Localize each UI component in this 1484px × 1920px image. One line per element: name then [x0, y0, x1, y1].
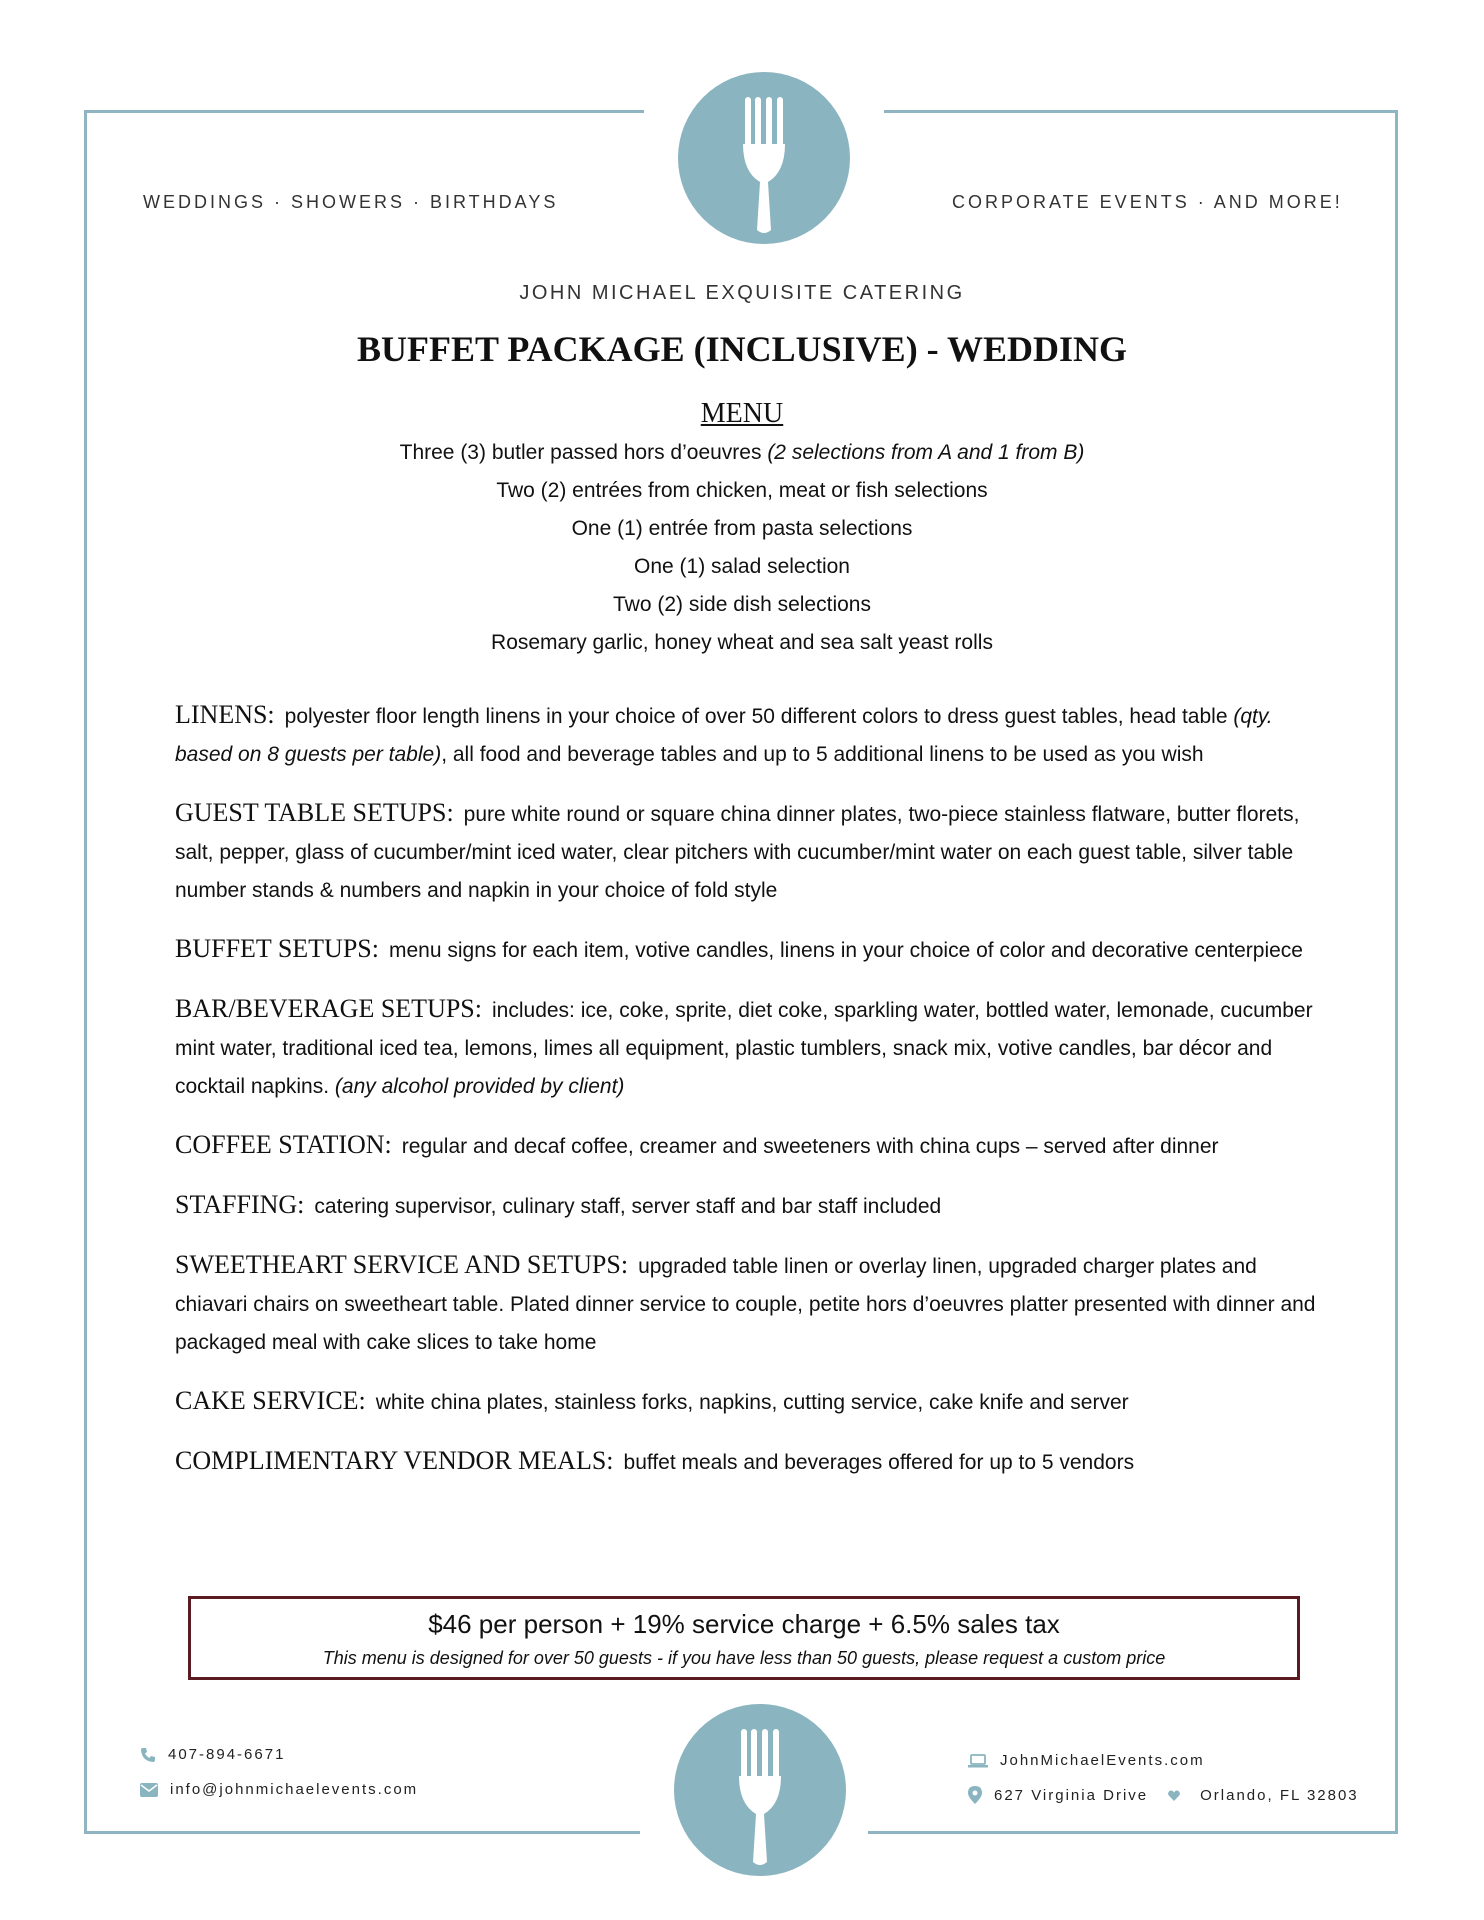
- price-box: [188, 1596, 1300, 1680]
- section-heading: BUFFET SETUPS:: [175, 934, 379, 963]
- phone-icon: [140, 1747, 156, 1763]
- section-guest-table: GUEST TABLE SETUPS: pure white round or square china dinner plates, two-piece stainless flatware, butter florets, salt, pepper, glass of cucumber/mint iced water, clear pitchers with cucumber/mint water on each guest table, silver table number stands & numbers and napkin in your choice of fold style: [175, 798, 1300, 902]
- section-heading: LINENS:: [175, 700, 275, 729]
- frame-bottom-right: [868, 1831, 1398, 1834]
- price-note: This menu is designed for over 50 guests - if you have less than 50 guests, please request a custom price: [322, 1648, 1166, 1668]
- section-linens: LINENS: polyester floor length linens in your choice of over 50 different colors to dress guest tables, head table (qty. based on 8 guests per table), all food and beverage tables and up to 5 additional linens to be used as you wish: [175, 700, 1273, 766]
- frame-top-right: [884, 110, 1398, 113]
- page-title: BUFFET PACKAGE (INCLUSIVE) - WEDDING: [356, 329, 1128, 369]
- laptop-icon: [968, 1754, 988, 1768]
- package-details: [175, 696, 1325, 1502]
- contact-website: JohnMichaelEvents.com: [968, 1752, 1205, 1769]
- envelope-icon: [140, 1783, 158, 1797]
- section-heading: COMPLIMENTARY VENDOR MEALS:: [175, 1446, 614, 1475]
- section-coffee: COFFEE STATION: regular and decaf coffee, creamer and sweeteners with china cups – served after dinner: [175, 1130, 1219, 1159]
- menu-item: Three (3) butler passed hors d’oeuvres (2 selections from A and 1 from B): [399, 441, 1085, 464]
- section-heading: COFFEE STATION:: [175, 1130, 392, 1159]
- fork-icon: [674, 1704, 846, 1876]
- menu-item-note: (2 selections from A and 1 from B): [767, 441, 1085, 464]
- contact-address: 627 Virginia Drive Orlando, FL 32803: [968, 1786, 1359, 1804]
- menu-item: One (1) entrée from pasta selections: [571, 517, 913, 540]
- tagline-right: CORPORATE EVENTS · AND MORE!: [952, 192, 1343, 212]
- section-staffing: STAFFING: catering supervisor, culinary staff, server staff and bar staff included: [175, 1190, 942, 1219]
- menu-item: Two (2) side dish selections: [613, 593, 871, 616]
- section-heading: GUEST TABLE SETUPS:: [175, 798, 454, 827]
- menu-list: [0, 434, 1484, 662]
- menu-item: Two (2) entrées from chicken, meat or fish selections: [496, 479, 988, 502]
- section-heading: CAKE SERVICE:: [175, 1386, 366, 1415]
- price-main: $46 per person + 19% service charge + 6.5% sales tax: [428, 1609, 1060, 1639]
- heart-icon: [1168, 1790, 1180, 1801]
- company-name: JOHN MICHAEL EXQUISITE CATERING: [519, 282, 965, 304]
- footer-logo: [674, 1704, 846, 1876]
- tagline-left: WEDDINGS · SHOWERS · BIRTHDAYS: [143, 192, 559, 212]
- section-cake: CAKE SERVICE: white china plates, stainless forks, napkins, cutting service, cake knife and server: [175, 1386, 1129, 1415]
- contact-phone: 407-894-6671: [140, 1746, 285, 1763]
- section-sweetheart: SWEETHEART SERVICE AND SETUPS: upgraded table linen or overlay linen, upgraded charger plates and chiavari chairs on sweetheart table. Plated dinner service to couple, petite hors d’oeuvres platter presented with dinner and packaged meal with cake slices to take home: [175, 1250, 1316, 1354]
- frame-bottom-left: [84, 1831, 640, 1834]
- section-heading: STAFFING:: [175, 1190, 305, 1219]
- section-vendor: COMPLIMENTARY VENDOR MEALS: buffet meals and beverages offered for up to 5 vendors: [175, 1446, 1135, 1475]
- logo: [678, 72, 850, 244]
- contact-email: info@johnmichaelevents.com: [140, 1781, 418, 1798]
- menu-heading: MENU: [700, 398, 784, 429]
- section-heading: BAR/BEVERAGE SETUPS:: [175, 994, 482, 1023]
- menu-item: Rosemary garlic, honey wheat and sea salt yeast rolls: [491, 631, 993, 654]
- section-bar: BAR/BEVERAGE SETUPS: includes: ice, coke, sprite, diet coke, sparkling water, bottled water, lemonade, cucumber mint water, traditional iced tea, lemons, limes all equipment, plastic tumblers, snack mix, votive candles, bar décor and cocktail napkins. (any alcohol provided by client): [175, 994, 1313, 1098]
- menu-item: One (1) salad selection: [634, 555, 850, 578]
- fork-icon: [678, 72, 850, 244]
- section-heading: SWEETHEART SERVICE AND SETUPS:: [175, 1250, 629, 1279]
- frame-top-left: [84, 110, 644, 113]
- section-buffet: BUFFET SETUPS: menu signs for each item, votive candles, linens in your choice of color and decorative centerpiece: [175, 934, 1303, 963]
- map-pin-icon: [968, 1786, 982, 1804]
